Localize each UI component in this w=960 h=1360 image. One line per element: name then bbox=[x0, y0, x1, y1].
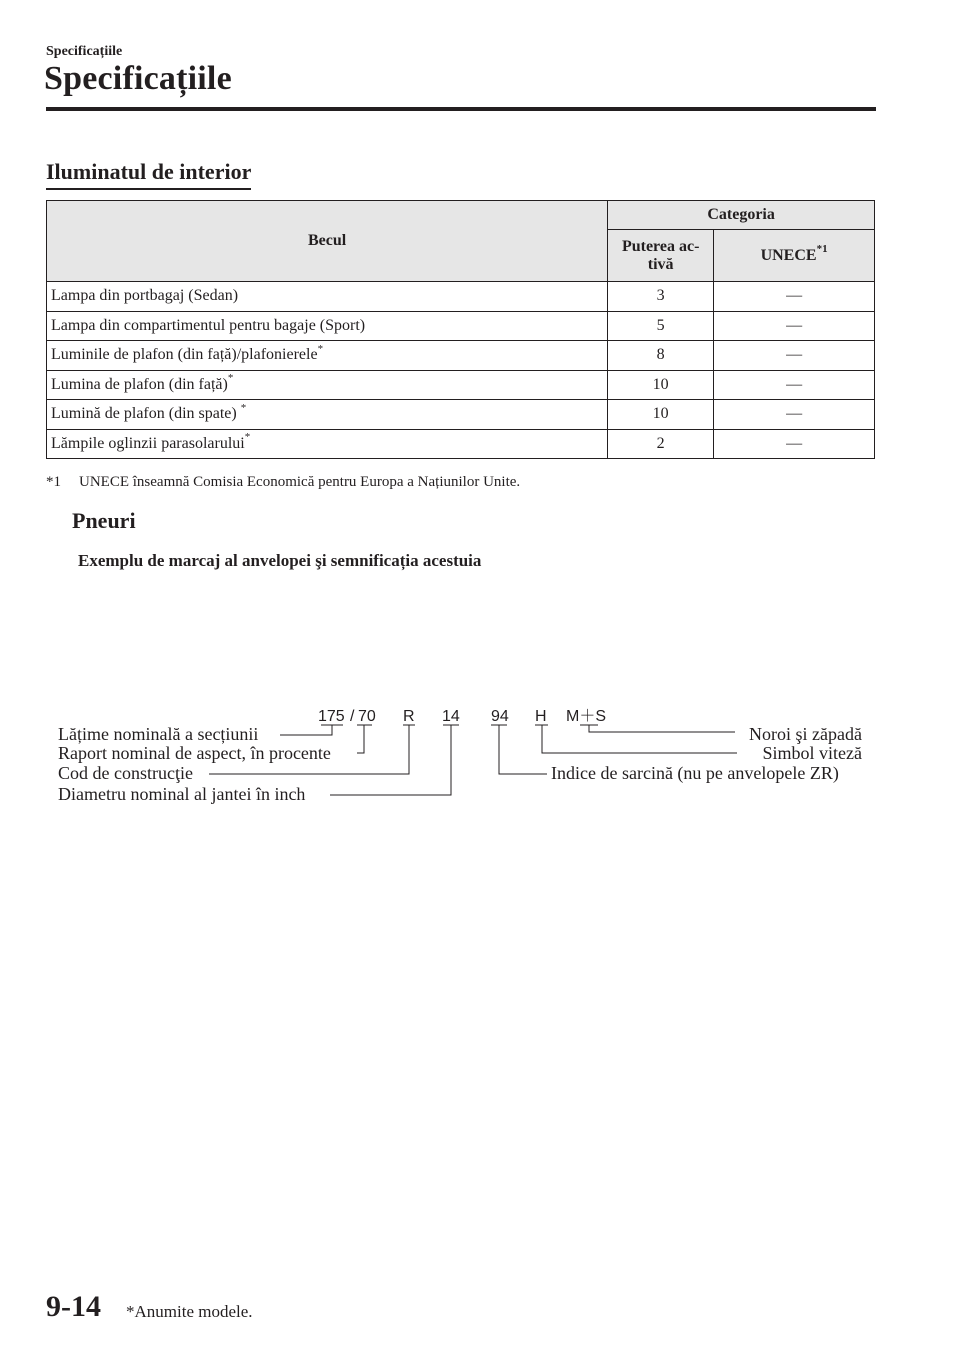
code-ms: M＋S bbox=[566, 708, 607, 725]
leader-speed bbox=[535, 725, 737, 753]
row-power: 2 bbox=[608, 429, 714, 459]
label-construction: Cod de construcţie bbox=[58, 763, 193, 783]
tire-marking-diagram bbox=[0, 690, 960, 820]
col-header-unece bbox=[714, 230, 875, 282]
chapter-title: Specificațiile bbox=[44, 60, 232, 97]
col-header-power: Puterea ac-tivă bbox=[608, 230, 714, 282]
row-label: Lumina de plafon (din față)* bbox=[47, 370, 608, 400]
row-power: 8 bbox=[608, 341, 714, 371]
row-unece: — bbox=[714, 429, 875, 459]
table-row bbox=[47, 341, 875, 371]
label-width: Lățime nominală a secțiunii bbox=[58, 724, 259, 744]
row-unece: — bbox=[714, 311, 875, 341]
code-slash: / bbox=[350, 708, 355, 725]
row-label: Lumină de plafon (din spate) * bbox=[47, 400, 608, 430]
table-row bbox=[47, 400, 875, 430]
leader-width bbox=[280, 725, 343, 735]
row-power: 5 bbox=[608, 311, 714, 341]
section-title: Iluminatul de interior bbox=[46, 159, 251, 190]
bulb-table bbox=[46, 200, 875, 459]
leader-ratio bbox=[357, 725, 372, 753]
unece-label: UNECE bbox=[760, 246, 817, 264]
tires-title: Pneuri bbox=[72, 508, 136, 533]
code-load: 94 bbox=[491, 708, 509, 725]
label-ms: Noroi şi zăpadă bbox=[749, 724, 862, 744]
row-power: 3 bbox=[608, 282, 714, 312]
chapter-rule bbox=[46, 107, 876, 111]
row-unece: — bbox=[714, 282, 875, 312]
leader-load bbox=[491, 725, 547, 774]
table-row bbox=[47, 311, 875, 341]
tire-marking-svg bbox=[0, 690, 960, 820]
row-power: 10 bbox=[608, 370, 714, 400]
code-width: 175 bbox=[318, 708, 345, 725]
row-label: Lampa din portbagaj (Sedan) bbox=[47, 282, 608, 312]
col-header-category: Categoria bbox=[608, 201, 875, 230]
col-header-bulb: Becul bbox=[47, 201, 608, 282]
leader-ms bbox=[580, 725, 735, 732]
code-diameter: 14 bbox=[442, 708, 460, 725]
footnote-text: UNECE înseamnă Comisia Economică pentru Europa a Națiunilor Unite. bbox=[79, 474, 521, 490]
code-ratio: 70 bbox=[358, 708, 376, 725]
row-power: 10 bbox=[608, 400, 714, 430]
running-head: Specificațiile bbox=[46, 44, 123, 59]
label-load: Indice de sarcină (nu pe anvelopele ZR) bbox=[551, 763, 839, 783]
unece-sup: *1 bbox=[816, 243, 828, 256]
page-number: 9-14 bbox=[46, 1290, 101, 1323]
footnote-mark: *1 bbox=[46, 474, 61, 490]
tire-example-title: Exemplu de marcaj al anvelopei şi semnificația acestuia bbox=[78, 551, 482, 570]
label-speed: Simbol viteză bbox=[762, 743, 862, 763]
label-ratio: Raport nominal de aspect, în procente bbox=[58, 743, 331, 763]
leader-diameter bbox=[330, 725, 459, 795]
row-label: Lampa din compartimentul pentru bagaje (Sport) bbox=[47, 311, 608, 341]
row-label: Lămpile oglinzii parasolarului* bbox=[47, 429, 608, 459]
label-diameter: Diametru nominal al jantei în inch bbox=[58, 784, 306, 804]
row-label: Luminile de plafon (din față)/plafonierele* bbox=[47, 341, 608, 371]
row-unece: — bbox=[714, 341, 875, 371]
table-row bbox=[47, 282, 875, 312]
code-construction: R bbox=[403, 708, 415, 725]
page-footnote: *Anumite modele. bbox=[126, 1302, 253, 1321]
table-row bbox=[47, 429, 875, 459]
table-row bbox=[47, 370, 875, 400]
table-footnote bbox=[46, 474, 520, 491]
row-unece: — bbox=[714, 400, 875, 430]
code-speed: H bbox=[535, 708, 547, 725]
row-unece: — bbox=[714, 370, 875, 400]
